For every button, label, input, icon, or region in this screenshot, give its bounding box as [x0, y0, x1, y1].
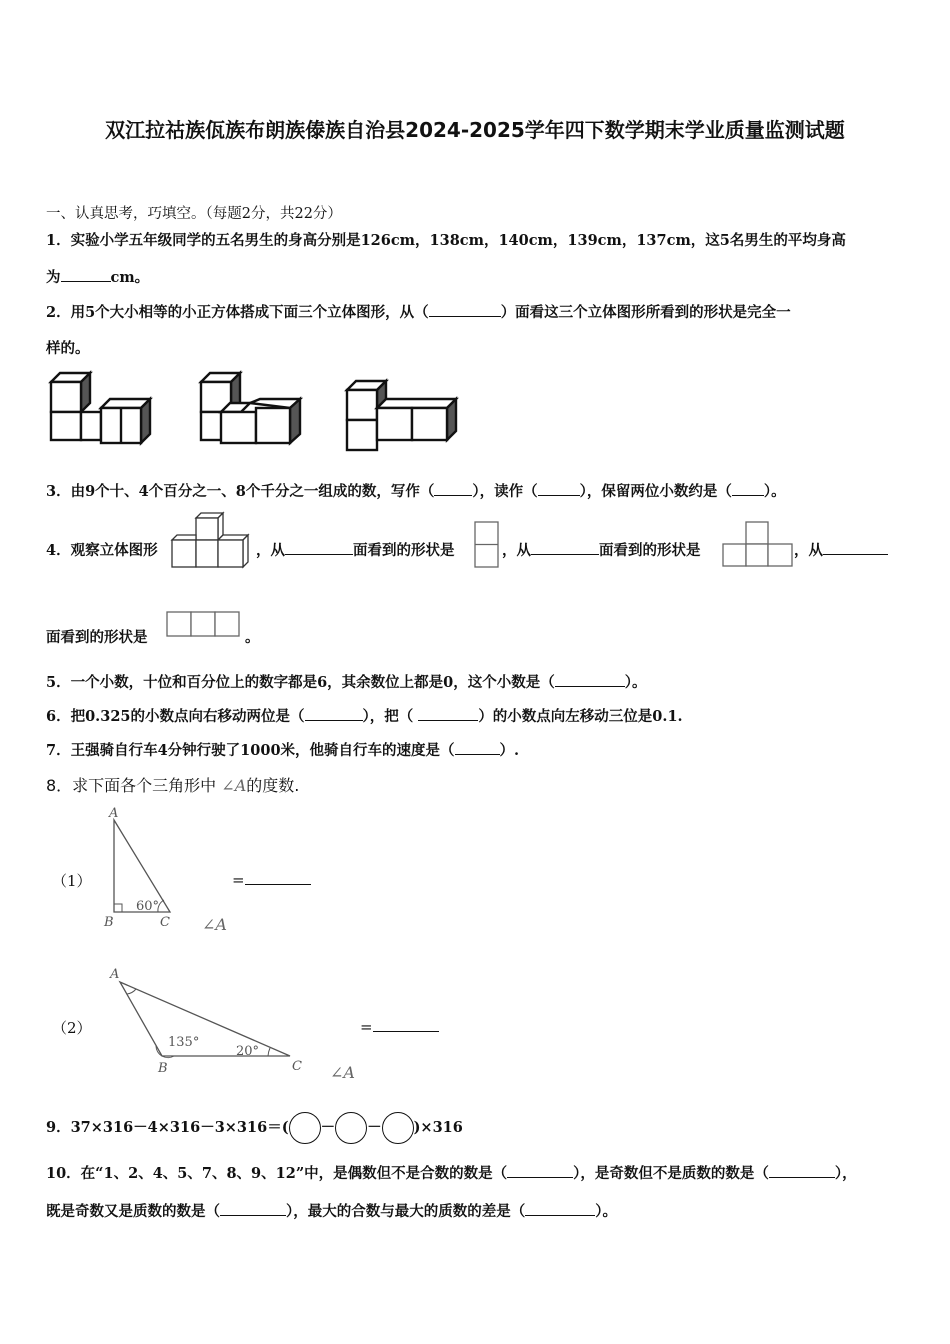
- q6-text-c: ）的小数点向左移动三位是0.1.: [478, 708, 683, 725]
- q10-blank-2[interactable]: [769, 1163, 835, 1178]
- q4-view-top: [165, 610, 243, 640]
- t1-vertex-c: C: [160, 915, 170, 930]
- q10-text-b: ），是奇数但不是质数的数是（: [573, 1165, 769, 1182]
- q10-text-e: ），最大的合数与最大的质数的差是（: [286, 1203, 526, 1220]
- q3-blank-2[interactable]: [538, 481, 580, 496]
- q2-cube-figures: [46, 368, 466, 454]
- q4-text-a: 4．观察立体图形: [46, 542, 158, 559]
- t2-angle-c: 20°: [236, 1044, 260, 1059]
- q6-blank-1[interactable]: [305, 706, 363, 721]
- q4-part-3: [502, 539, 701, 560]
- cube-figure-2: [201, 373, 300, 443]
- q4-part-2: [256, 539, 455, 560]
- q9-circle-1[interactable]: [289, 1112, 321, 1144]
- q9-text-a: 9．37×316－4×316－3×316＝(: [46, 1119, 289, 1136]
- q8-p2-blank[interactable]: [373, 1017, 439, 1032]
- q3-blank-3[interactable]: [732, 481, 764, 496]
- q1-blank[interactable]: [61, 267, 111, 282]
- page-title: 双江拉祜族佤族布朗族傣族自治县2024-2025学年四下数学期末学业质量监测试题: [105, 118, 845, 142]
- q8-p1-eq: =: [232, 871, 245, 889]
- q4-text-b: ，从: [256, 542, 285, 559]
- t2-vertex-a: A: [110, 967, 120, 982]
- q8-p2-answer: [360, 1017, 439, 1036]
- t2-angle-b: 135°: [168, 1035, 200, 1050]
- q4-text-g: 面看到的形状是: [46, 629, 148, 646]
- question-1-line-1: 1．实验小学五年级同学的五名男生的身高分别是126cm，138cm，140cm，139cm，137cm，这5名男生的平均身高: [46, 232, 846, 249]
- q8-p1-answer: [232, 870, 311, 889]
- question-2-line-2: 样的。: [46, 340, 90, 357]
- q4-blank-1[interactable]: [285, 540, 353, 555]
- q3-text-b: ），读作（: [472, 483, 538, 500]
- cube-figure-1: [51, 373, 150, 443]
- q8-part-1-label: （1）: [52, 872, 92, 890]
- q8-part-2-label: （2）: [52, 1019, 92, 1037]
- q10-text-c: ），: [834, 1165, 857, 1182]
- q3-blank-1[interactable]: [434, 481, 472, 496]
- t1-angle-c: 60°: [136, 899, 160, 914]
- q1-text-b: cm。: [110, 269, 150, 286]
- q6-blank-2[interactable]: [418, 706, 478, 721]
- q4-text-d: ，从: [502, 542, 531, 559]
- question-7: [46, 739, 519, 760]
- q10-blank-1[interactable]: [507, 1163, 573, 1178]
- q6-text-b: ），把（: [362, 708, 419, 725]
- t1-vertex-a: A: [109, 806, 119, 821]
- q4-text-f: ，从: [794, 542, 823, 559]
- q8-p2-eq: =: [360, 1018, 373, 1036]
- q8-text-b: 的度数.: [246, 776, 300, 795]
- q10-text-a: 10．在“1、2、4、5、7、8、9、12”中，是偶数但不是合数的数是（: [46, 1165, 508, 1182]
- q10-blank-3[interactable]: [220, 1201, 286, 1216]
- q4-solid-figure: [170, 510, 256, 570]
- q7-text-a: 7．王强骑自行车4分钟行驶了1000米，他骑自行车的速度是（: [46, 742, 455, 759]
- q5-text-b: ）。: [624, 674, 647, 691]
- q8-p1-angle-label: ∠A: [202, 915, 227, 934]
- q4-text-h: 。: [245, 629, 260, 646]
- section-heading: 一、认真思考，巧填空。（每题2分，共22分）: [46, 206, 342, 222]
- question-5: [46, 671, 647, 692]
- triangle-2: [100, 960, 320, 1080]
- q2-blank[interactable]: [429, 302, 501, 317]
- question-6: [46, 705, 683, 726]
- q1-text-a: 为: [46, 269, 61, 286]
- t2-vertex-b: B: [158, 1061, 168, 1076]
- q4-blank-3[interactable]: [823, 540, 888, 555]
- question-10-line-1: [46, 1162, 857, 1183]
- question-10-line-2: [46, 1200, 617, 1221]
- q9-minus-2: －: [367, 1119, 382, 1136]
- q3-text-d: ）。: [763, 483, 786, 500]
- q9-text-b: )×316: [413, 1119, 463, 1136]
- question-8: [46, 773, 299, 796]
- question-3: [46, 480, 786, 501]
- q8-angle-symbol: ∠A: [221, 776, 247, 795]
- q9-minus-1: －: [320, 1119, 336, 1136]
- q3-text-c: ），保留两位小数约是（: [579, 483, 732, 500]
- q4-view-vertical: [473, 520, 501, 570]
- question-9: [46, 1116, 463, 1137]
- question-2-line-1: [46, 301, 791, 322]
- q3-text-a: 3．由9个十、4个百分之一、8个千分之一组成的数，写作（: [46, 483, 435, 500]
- q10-blank-4[interactable]: [525, 1201, 595, 1216]
- q7-blank[interactable]: [455, 740, 500, 755]
- q4-text-c: 面看到的形状是: [353, 542, 455, 559]
- cube-figure-3: [347, 381, 456, 450]
- q2-text-b: ）面看这三个立体图形所看到的形状是完全一: [500, 304, 791, 321]
- t1-vertex-b: B: [104, 915, 114, 930]
- q4-text-e: 面看到的形状是: [599, 542, 701, 559]
- t2-vertex-c: C: [292, 1059, 302, 1074]
- q8-p1-blank[interactable]: [245, 870, 311, 885]
- q9-circle-3[interactable]: [382, 1112, 414, 1144]
- q10-text-d: 既是奇数又是质数的数是（: [46, 1203, 220, 1220]
- q5-text-a: 5．一个小数，十位和百分位上的数字都是6，其余数位上都是0，这个小数是（: [46, 674, 555, 691]
- question-1-line-2: [46, 266, 149, 287]
- q10-text-f: ）。: [595, 1203, 617, 1220]
- q9-circle-2[interactable]: [335, 1112, 367, 1144]
- q4-part-4: [794, 539, 888, 560]
- q2-text-a: 2．用5个大小相等的小正方体搭成下面三个立体图形，从（: [46, 304, 429, 321]
- q5-blank[interactable]: [555, 672, 625, 687]
- q8-p2-angle-label: ∠A: [330, 1063, 355, 1082]
- q6-text-a: 6．把0.325的小数点向右移动两位是（: [46, 708, 305, 725]
- q7-text-b: ）.: [499, 742, 520, 759]
- q4-view-front: [720, 519, 796, 569]
- q8-text-a: 8．求下面各个三角形中: [46, 776, 217, 795]
- q4-blank-2[interactable]: [531, 540, 599, 555]
